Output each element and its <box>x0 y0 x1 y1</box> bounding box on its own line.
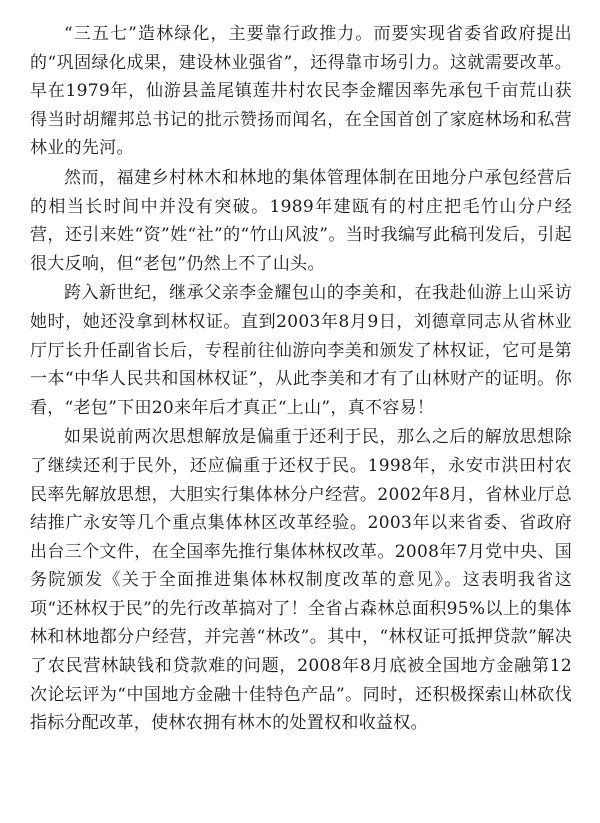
paragraph-1: “三五七”造林绿化，主要靠行政推力。而要实现省委省政府提出的“巩固绿化成果，建设林业强省”，还得靠市场引力。这就需要改革。早在1979年，仙游县盖尾镇莲井村农民李金耀因率先承包千亩荒山获得当时胡耀邦总书记的批示赞扬而闻名，在全国首创了家庭林场和私营林业的先河。 <box>30 24 572 159</box>
article-body <box>30 20 572 738</box>
paragraph-3: 跨入新世纪，继承父亲李金耀包山的李美和，在我赴仙游上山采访她时，她还没拿到林权证。直到2003年8月9日，刘德章同志从省林业厅厅长升任副省长后，专程前往仙游向李美和颁发了林权证，它可是第一本“中华人民共和国林权证”，从此李美和才有了山林财产的证明。你看，“老包”下田20来年后才真正“上山”，真不容易！ <box>30 283 572 418</box>
paragraph-4: 如果说前两次思想解放是偏重于还利于民，那么之后的解放思想除了继续还利于民外，还应偏重于还权于民。1998年，永安市洪田村农民率先解放思想，大胆实行集体林分户经营。2002年8月，省林业厅总结推广永安等几个重点集体林区改革经验。2003年以来省委、省政府出台三个文件，在全国率先推行集体林权改革。2008年7月党中央、国务院颁发《关于全面推进集体林权制度改革的意见》。这表明我省这项“还林权于民”的先行改革搞对了！全省占森林总面积95%以上的集体林和林地都分户经营，并完善“林改”。其中，“林权证可抵押贷款”解决了农民营林缺钱和贷款难的问题，2008年8月底被全国地方金融第12次论坛评为“中国地方金融十佳特色产品”。同时，还积极探索山林砍伐指标分配改革，使林农拥有林木的处置权和收益权。 <box>30 427 572 734</box>
paragraph-2: 然而，福建乡村林木和林地的集体管理体制在田地分户承包经营后的相当长时间中并没有突破。1989年建瓯有的村庄把毛竹山分户经营，还引来姓“资”姓“社”的“竹山风波”。当时我编写此稿刊发后，引起很大反响，但“老包”仍然上不了山头。 <box>30 167 572 274</box>
